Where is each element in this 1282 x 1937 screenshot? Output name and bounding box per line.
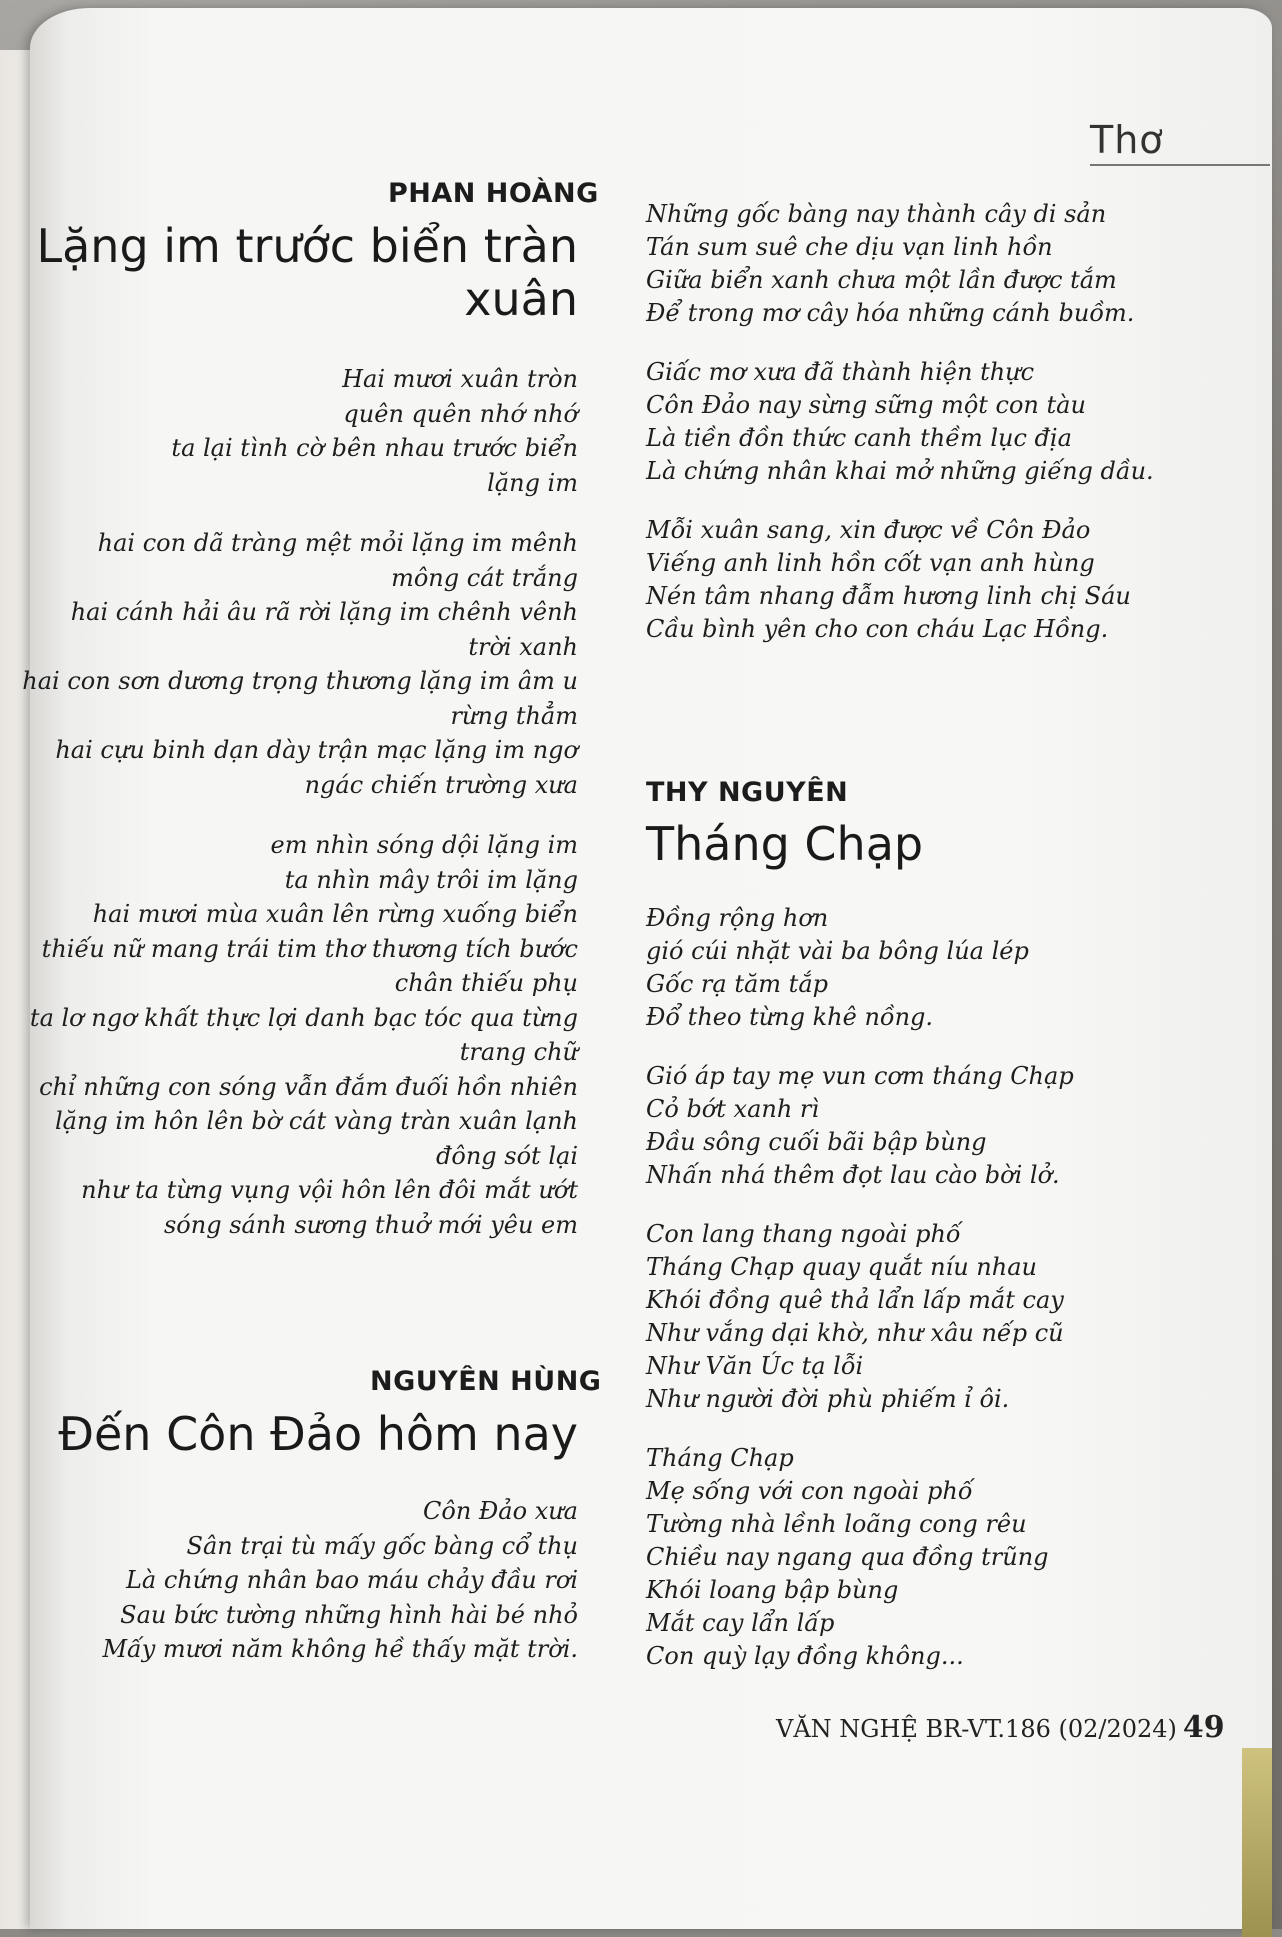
poem-body — [102, 1494, 578, 1693]
poem-line: Cỏ bớt xanh rì — [646, 1095, 820, 1123]
poem-line: Giữa biển xanh chưa một lần được tắm — [646, 266, 1117, 294]
poem-line: Mỗi xuân sang, xin được về Côn Đảo — [646, 516, 1091, 544]
poem-line: Là tiền đồn thức canh thềm lục địa — [646, 424, 1072, 452]
stanza — [646, 514, 1154, 646]
poem-line: trời xanh — [468, 632, 578, 661]
poem-line: như ta từng vụng vội hôn lên đôi mắt ướt — [81, 1176, 578, 1204]
poem-line: Tường nhà lềnh loãng cong rêu — [646, 1510, 1027, 1538]
poem-author: NGUYÊN HÙNG — [370, 1366, 602, 1397]
poem-line: Khói loang bập bùng — [646, 1576, 899, 1604]
poem-line: chân thiếu phụ — [394, 969, 578, 997]
poem-line: Hai mươi xuân tròn — [342, 365, 578, 393]
poem-line: Nhấn nhá thêm đọt lau cào bời lở. — [646, 1161, 1060, 1189]
page-edge-gold — [1242, 1748, 1272, 1937]
poem-line: mông cát trắng — [391, 563, 578, 592]
poem-line: ngác chiến trường xưa — [304, 770, 578, 799]
poem-line: chỉ những con sóng vẫn đắm đuối hồn nhiên — [39, 1072, 578, 1101]
poem-line: hai cánh hải âu rã rời lặng im chênh vênh — [70, 598, 578, 626]
stanza — [22, 362, 578, 500]
stanza — [646, 1060, 1074, 1192]
page-number: 49 — [1182, 1710, 1225, 1745]
poem-line: rừng thẳm — [450, 701, 578, 730]
poem-line: Cầu bình yên cho con cháu Lạc Hồng. — [646, 615, 1109, 643]
stanza — [646, 1442, 1074, 1673]
poem-line: Là chứng nhân bao máu chảy đầu rơi — [125, 1566, 578, 1594]
stanza — [646, 356, 1154, 488]
poem-title-line: Lặng im trước biển tràn — [36, 219, 578, 273]
section-label: Thơ — [1090, 118, 1164, 162]
poem-line: Gió áp tay mẹ vun cơm tháng Chạp — [646, 1062, 1074, 1090]
poem-line: Chiều nay ngang qua đồng trũng — [646, 1543, 1049, 1571]
poem-author: THY NGUYÊN — [646, 777, 849, 808]
stanza — [646, 198, 1154, 330]
stanza — [22, 526, 578, 802]
poem-line: gió cúi nhặt vài ba bông lúa lép — [646, 937, 1029, 965]
poem-line: ta nhìn mây trôi im lặng — [284, 865, 578, 894]
poem-line: Giấc mơ xưa đã thành hiện thực — [646, 358, 1035, 386]
poem-body — [646, 902, 1074, 1699]
poem-line: Nén tâm nhang đẫm hương linh chị Sáu — [646, 582, 1131, 610]
section-rule — [1090, 164, 1270, 166]
poem-line: Mẹ sống với con ngoài phố — [646, 1477, 973, 1505]
poem-line: Côn Đảo xưa — [423, 1497, 578, 1525]
poem-line: ta lơ ngơ khất thực lợi danh bạc tóc qua từng — [29, 1003, 578, 1032]
poem-line: ta lại tình cờ bên nhau trước biển — [171, 434, 578, 462]
poem-line: Những gốc bàng nay thành cây di sản — [646, 200, 1107, 228]
stanza — [22, 828, 578, 1242]
poem-line: Như người đời phù phiếm ỉ ôi. — [646, 1385, 1010, 1413]
poem-line: Viếng anh linh hồn cốt vạn anh hùng — [646, 549, 1095, 577]
poem-line: em nhìn sóng dội lặng im — [270, 831, 578, 859]
poem-title — [646, 818, 923, 871]
poem-line: quên quên nhớ nhớ — [343, 399, 578, 428]
poem-line: Đổ theo từng khê nồng. — [646, 1003, 934, 1031]
poem-title-line: xuân — [464, 271, 578, 326]
poem-line: hai con sơn dương trọng thương lặng im âm u — [22, 667, 578, 695]
poem-line: Đồng rộng hơn — [646, 904, 829, 932]
poem-line: Sân trại tù mấy gốc bàng cổ thụ — [186, 1531, 578, 1560]
stanza — [102, 1494, 578, 1667]
poem-body — [22, 362, 578, 1268]
poem-line: đông sót lại — [436, 1141, 578, 1170]
poem-line: Sau bức tường những hình hài bé nhỏ — [120, 1600, 578, 1629]
poem-line: trang chữ — [459, 1038, 578, 1066]
stanza — [646, 902, 1074, 1034]
poem-line: Như Văn Úc tạ lỗi — [646, 1352, 864, 1380]
poem-line: Mấy mươi năm không hề thấy mặt trời. — [102, 1635, 578, 1663]
poem-line: sóng sánh sương thuở mới yêu em — [163, 1210, 578, 1239]
poem-line: Là chứng nhân khai mở những giếng dầu. — [646, 457, 1154, 485]
poem-title — [58, 1408, 578, 1461]
poem-line: Con quỳ lạy đồng không... — [646, 1642, 964, 1670]
poem-line: hai con dã tràng mệt mỏi lặng im mênh — [97, 529, 578, 557]
page-footer — [776, 1710, 1225, 1745]
poem-line: lặng im hôn lên bờ cát vàng tràn xuân lạnh — [54, 1107, 578, 1135]
poem-body-continued — [646, 198, 1154, 672]
poem-line: Tán sum suê che dịu vạn linh hồn — [646, 233, 1053, 261]
poem-line: thiếu nữ mang trái tim thơ thương tích bước — [41, 934, 578, 963]
poem-line: Tháng Chạp quay quắt níu nhau — [646, 1253, 1037, 1281]
poem-line: Để trong mơ cây hóa những cánh buồm. — [646, 299, 1135, 327]
poem-line: Con lang thang ngoài phố — [646, 1220, 961, 1248]
poem-line: Mắt cay lẩn lấp — [646, 1609, 835, 1637]
poem-line: lặng im — [487, 468, 578, 497]
poem-title-line: Đến Côn Đảo hôm nay — [58, 1407, 578, 1461]
poem-title-line: Tháng Chạp — [646, 817, 924, 871]
stanza — [646, 1218, 1074, 1416]
poem-line: Như vắng dại khờ, như xâu nếp cũ — [646, 1319, 1064, 1347]
poem-line: Đầu sông cuối bãi bập bùng — [646, 1128, 987, 1156]
poem-line: Tháng Chạp — [646, 1444, 794, 1472]
poem-line: hai mươi mùa xuân lên rừng xuống biển — [92, 900, 578, 928]
poem-line: Khói đồng quê thả lẩn lấp mắt cay — [646, 1286, 1064, 1314]
poem-author: PHAN HOÀNG — [388, 178, 599, 209]
magazine-issue: VĂN NGHỆ BR-VT.186 (02/2024) — [776, 1715, 1177, 1743]
poem-line: Gốc rạ tăm tắp — [646, 970, 828, 998]
poem-line: Côn Đảo nay sừng sững một con tàu — [646, 391, 1086, 419]
poem-line: hai cựu binh dạn dày trận mạc lặng im ngơ — [55, 736, 578, 764]
poem-title — [36, 220, 578, 326]
